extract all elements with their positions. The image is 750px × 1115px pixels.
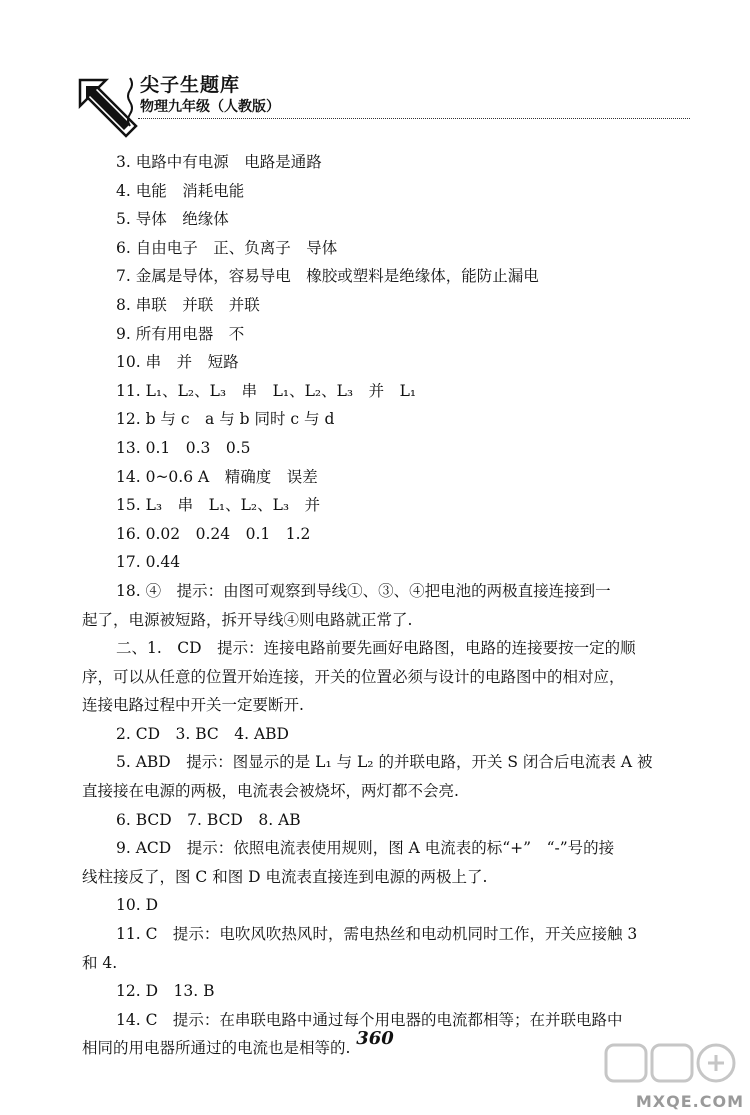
answer-line: 5. 导体 绝缘体 <box>116 210 229 229</box>
answer-line: 连接电路过程中开关一定要断开. <box>82 696 304 715</box>
page-number: 360 <box>356 1028 394 1049</box>
book-title: 尖子生题库 <box>140 74 241 96</box>
answer-line: 5. ABD 提示：图显示的是 L₁ 与 L₂ 的并联电路，开关 S 闭合后电流表 A 被 <box>116 753 653 772</box>
answer-line: 和 4. <box>82 953 118 972</box>
answer-line: 9. 所有用电器 不 <box>116 324 245 343</box>
answer-line: 二、1. CD 提示：连接电路前要先画好电路图，电路的连接要按一定的顺 <box>116 639 636 658</box>
answer-line: 4. 电能 消耗电能 <box>116 181 245 200</box>
answer-paragraph <box>82 634 636 720</box>
answer-line: 7. 金属是导体，容易导电 橡胶或塑料是绝缘体，能防止漏电 <box>116 267 539 286</box>
answer-paragraph <box>82 577 636 634</box>
answer-line: 相同的用电器所通过的电流也是相等的. <box>82 1039 351 1058</box>
answer-line: 12. b 与 c a 与 b 同时 c 与 d <box>116 410 335 429</box>
answer-line: 14. 0~0.6 A 精确度 误差 <box>116 467 318 486</box>
answer-paragraph <box>82 920 638 977</box>
answer-line: 14. C 提示：在串联电路中通过每个用电器的电流都相等；在并联电路中 <box>116 1010 623 1029</box>
answer-line: 6. 自由电子 正、负离子 导体 <box>116 238 338 257</box>
answer-line: 11. L₁、L₂、L₃ 串 L₁、L₂、L₃ 并 L₁ <box>116 381 417 400</box>
answer-line: 3. 电路中有电源 电路是通路 <box>116 153 322 171</box>
answer-line: 11. C 提示：电吹风吹热风时，需电热丝和电动机同时工作，开关应接触 3 <box>116 925 638 944</box>
answer-line: 直接接在电源的两极，电流表会被烧坏，两灯都不会亮. <box>82 782 459 801</box>
answer-line: 17. 0.44 <box>116 553 181 572</box>
watermark-url: MXQE.COM <box>635 1092 744 1111</box>
answer-line: 15. L₃ 串 L₁、L₂、L₃ 并 <box>116 496 321 515</box>
answer-line: 线柱接反了，图 C 和图 D 电流表直接连到电源的两极上了. <box>82 867 488 886</box>
answer-paragraph <box>82 834 636 891</box>
arrow-logo-icon <box>72 72 142 142</box>
answer-line: 6. BCD 7. BCD 8. AB <box>116 810 301 829</box>
answer-line: 10. 串 并 短路 <box>116 353 239 372</box>
answer-line: 序，可以从任意的位置开始连接，开关的位置必须与设计的电路图中的相对应， <box>82 667 625 686</box>
answer-text <box>82 148 653 1063</box>
answer-line: 9. ACD 提示：依照电流表使用规则，图 A 电流表的标“+” “-”号的接 <box>116 839 615 858</box>
book-subtitle: 物理九年级（人教版） <box>140 99 280 115</box>
answer-line: 2. CD 3. BC 4. ABD <box>116 724 289 743</box>
answer-line: 16. 0.02 0.24 0.1 1.2 <box>116 524 311 543</box>
answer-line: 18. ④ 提示：由图可观察到导线①、③、④把电池的两极直接连接到一 <box>116 581 611 600</box>
answer-line: 10. D <box>116 896 159 915</box>
answer-line: 起了，电源被短路，拆开导线④则电路就正常了. <box>82 610 413 629</box>
answer-line: 12. D 13. B <box>116 982 215 1001</box>
answer-paragraph <box>82 748 653 805</box>
header-divider <box>138 118 690 119</box>
page-header <box>72 60 692 140</box>
answer-line: 13. 0.1 0.3 0.5 <box>116 438 251 457</box>
answer-line: 8. 串联 并联 并联 <box>116 295 260 314</box>
